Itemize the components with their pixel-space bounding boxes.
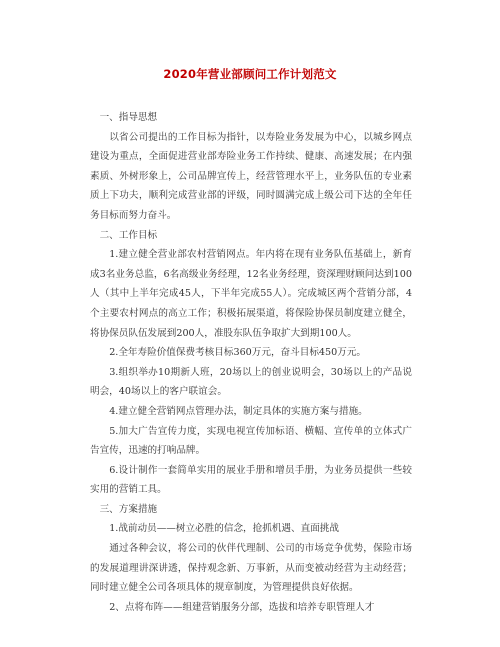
paragraph-measure-2-heading: 2、点将布阵——组建营销服务分部，选拔和培养专职管理人才 bbox=[109, 601, 375, 613]
paragraph-goal-4: 4.建立健全营销网点管理办法，制定具体的实施方案与措施。 bbox=[109, 405, 368, 417]
section-heading-measures: 三、方案措施 bbox=[99, 503, 158, 515]
paragraph-goal-1: 1.建立健全营业部农村营销网点。年内将在现有业务队伍基础上，新育成3名业务总监，6名高级业务经理，12名业务经理，资深理财顾问达到100人（其中上半年完成45人，下半年完成55人）。完成城区两个营销分部，4个主要农村网点的高立工作；积极拓展渠道，将保险协保员制度建立健全，将协保员队伍发展到200人，准股东队伍争取扩大到期100人。 bbox=[90, 249, 412, 339]
document-body bbox=[90, 108, 412, 617]
paragraph-goal-2: 2.全年寿险价值保费考核目标360万元，奋斗目标450万元。 bbox=[109, 347, 367, 359]
section-heading-work-goals: 二、工作目标 bbox=[99, 229, 158, 241]
paragraph-goal-3: 3.组织举办10期新人班，20场以上的创业说明会，30场以上的产品说明会，40场以上的客户联谊会。 bbox=[90, 366, 412, 398]
document-title: 2020年营业部顾问工作计划范文 bbox=[163, 67, 337, 81]
paragraph-measure-1-heading: 1.战前动员——树立必胜的信念，抢抓机遇、直面挑战 bbox=[109, 523, 339, 535]
paragraph-goal-6: 6.设计制作一套简单实用的展业手册和增员手册，为业务员提供一些较实用的营销工具。 bbox=[90, 464, 412, 496]
paragraph-measure-1-body: 通过各种会议，将公司的伙伴代理制、公司的市场竞争优势，保险市场的发展道理讲深讲透，保持观念新、万事新，从而变被动经营为主动经营；同时建立健全公司各项具体的规章制度，为管理提供良好依据。 bbox=[90, 543, 412, 594]
paragraph-guiding-ideology: 以省公司提出的工作目标为指针，以寿险业务发展为中心，以城乡网点建设为重点，全面促进营业部寿险业务工作持续、健康、高速发展；在内强素质、外树形象上，公司品牌宣传上，经营管理水平上，业务队伍的专业素质上下功夫，顺利完成营业部的评级，同时圆满完成上级公司下达的全年任务目标而努力奋斗。 bbox=[90, 131, 412, 221]
paragraph-goal-5: 5.加大广告宣传力度，实现电视宣传加标语、横幅、宣传单的立体式广告宣传，迅速的打响品牌。 bbox=[90, 425, 412, 457]
section-heading-guiding-ideology: 一、指导思想 bbox=[99, 112, 158, 123]
